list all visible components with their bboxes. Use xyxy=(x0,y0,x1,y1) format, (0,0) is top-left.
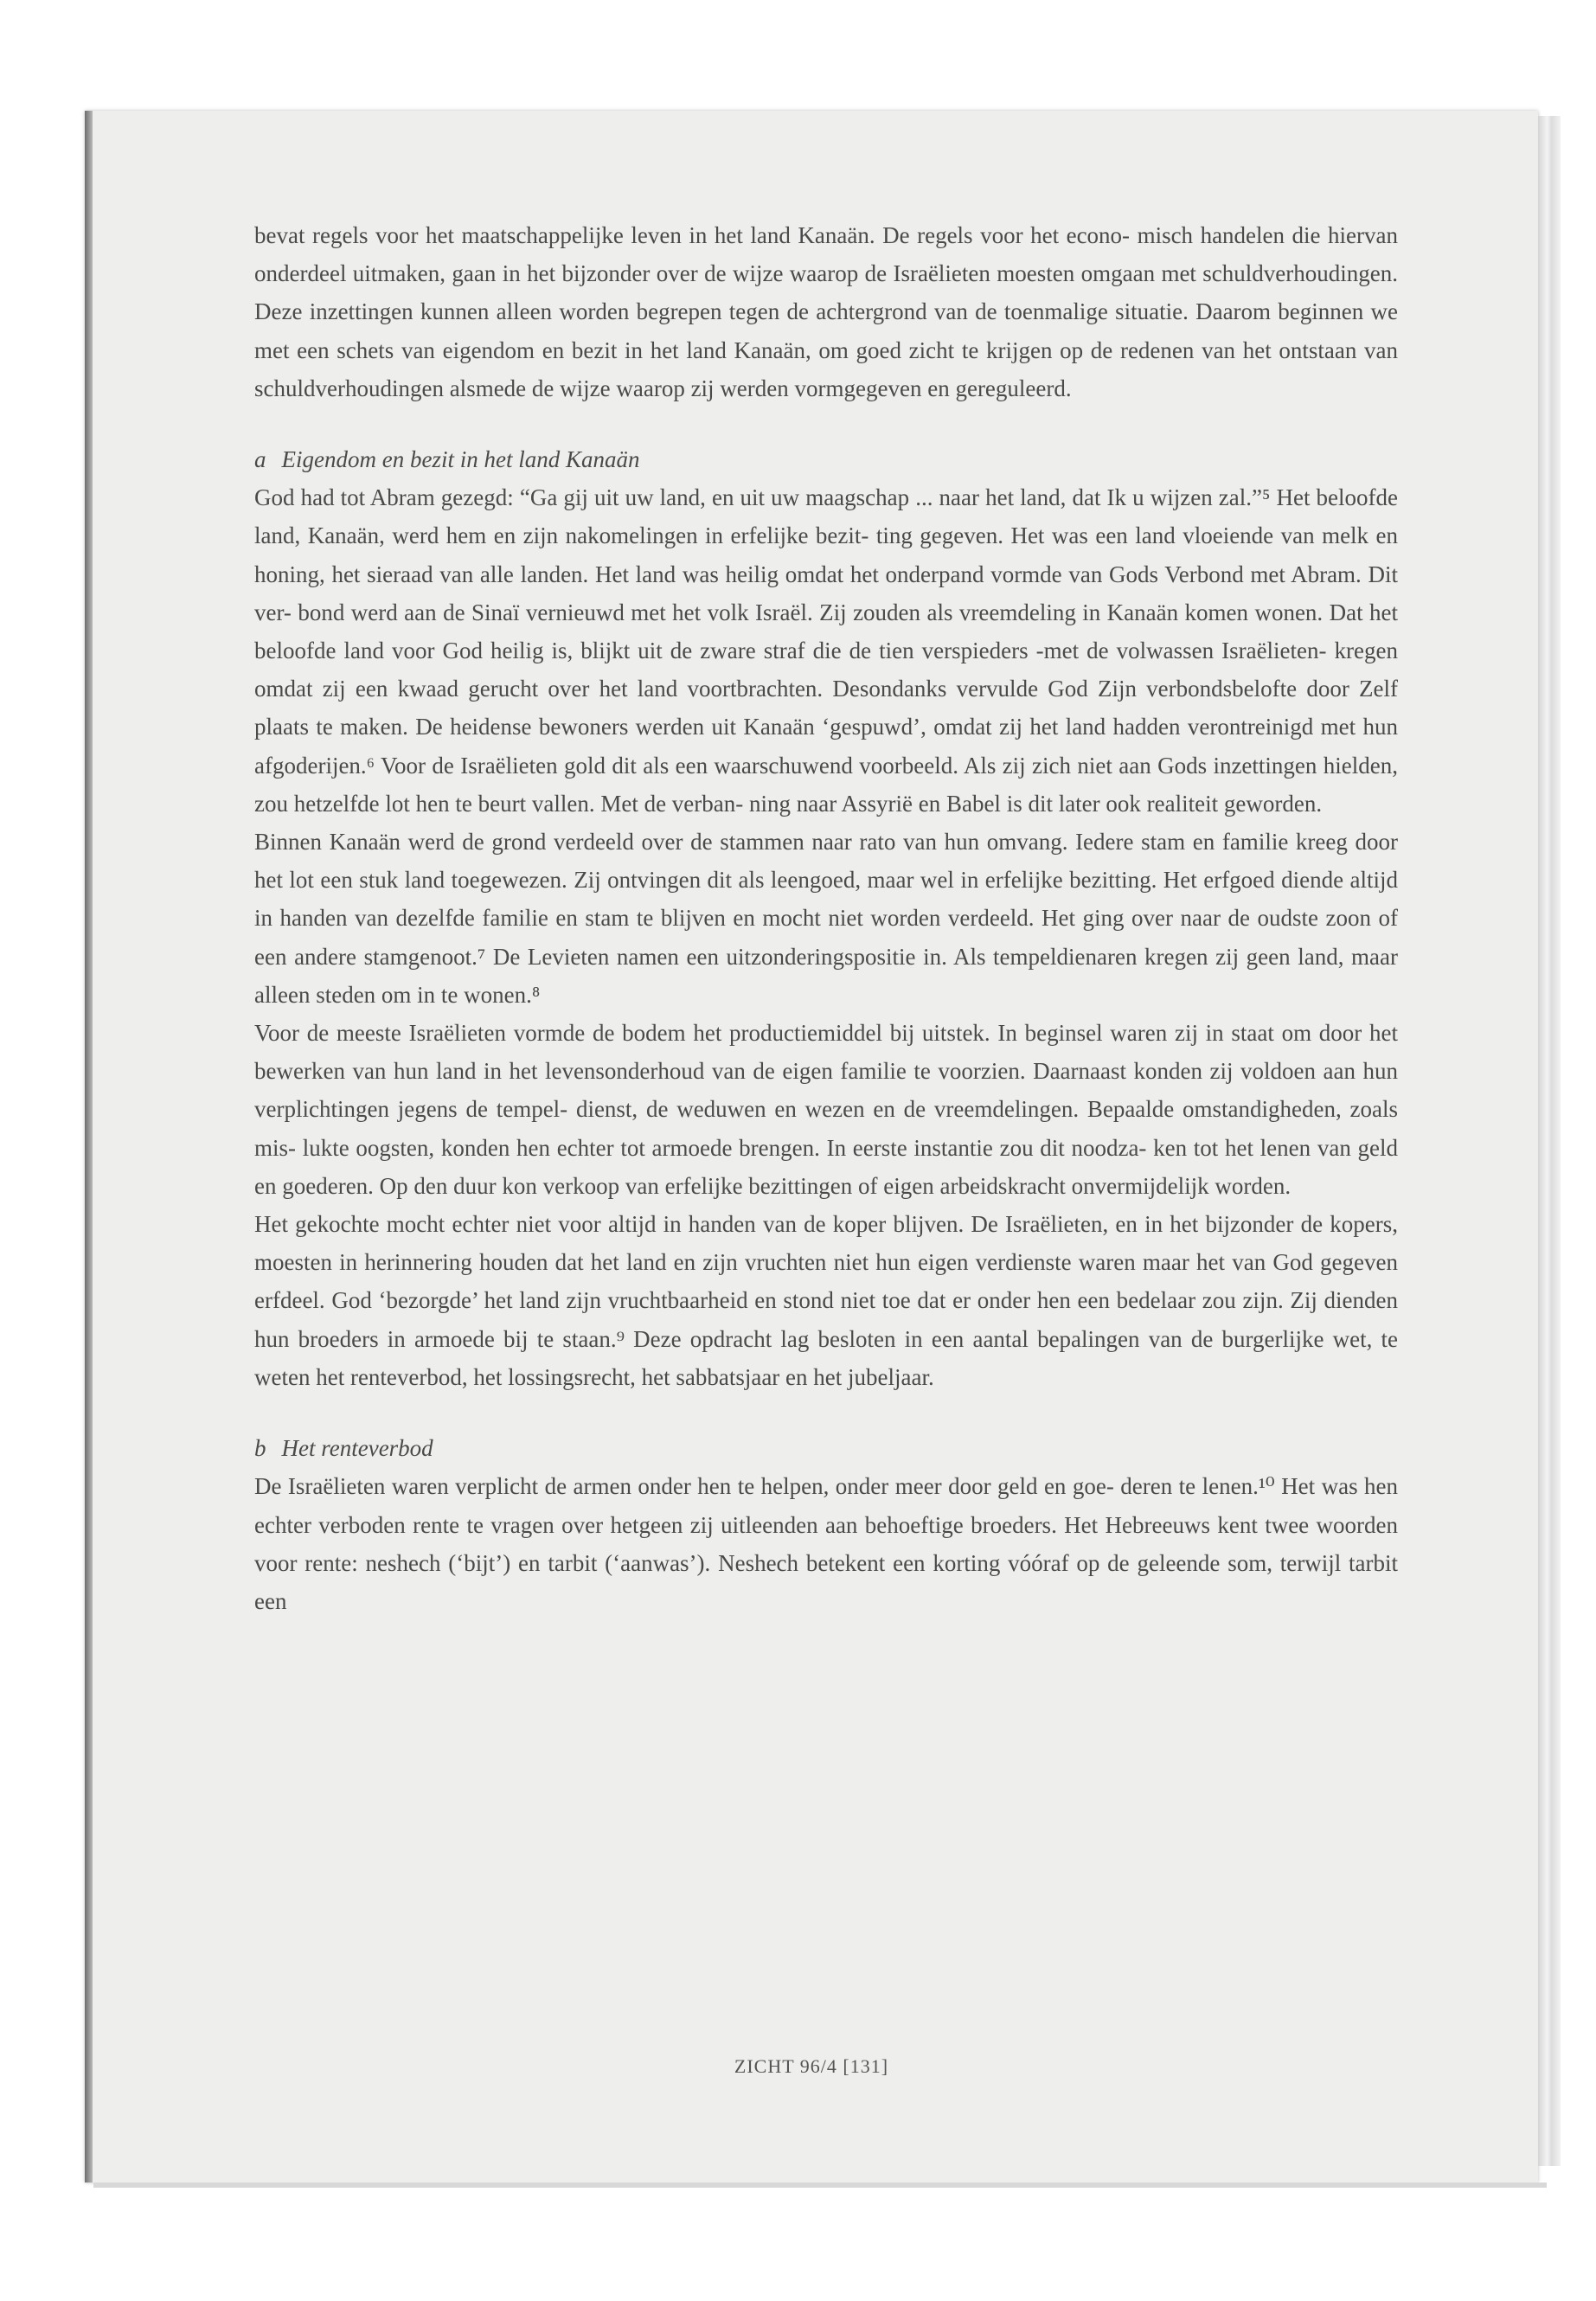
text-line: andere stamgenoot.⁷ De Levieten namen een uitzonderingspositie in. Als tempeldienaren xyxy=(294,943,1145,970)
section-a-paragraph-3 xyxy=(254,1014,1398,1205)
text-line: of eigen arbeidskracht onvermijdelijk worden. xyxy=(858,1172,1292,1199)
text-line: heidense bewoners werden uit Kanaän ‘gespuwd’, omdat zij het land hadden verontreinigd xyxy=(450,714,1321,740)
text-line: u wijzen zal.”⁵ Het beloofde land, Kanaän, werd hem en zijn nakomelingen in erfelijke bezit- xyxy=(254,484,1399,549)
text-line: komen wonen. Dat het beloofde land voor God heilig is, blijkt uit de zware straf die de tien xyxy=(254,599,1398,664)
text-line: deren te lenen.¹⁰ Het was hen echter verboden rente te vragen over hetgeen zij uitleenden xyxy=(254,1473,1398,1538)
text-line: zich niet aan Gods inzettingen hielden, zou hetzelfde lot hen te beurt vallen. Met de verban- xyxy=(254,752,1398,817)
text-line: en in het bijzonder de kopers, moesten in herinnering houden dat het land en zijn vruchten xyxy=(254,1211,1398,1276)
page-fore-edge xyxy=(1538,116,1561,2166)
text-line: De Israëlieten waren verplicht de armen onder hen te helpen, onder meer door geld en goe- xyxy=(254,1473,1114,1500)
text-line: verspieders -met de volwassen Israëlieten- kregen omdat zij een kwaad gerucht over het land xyxy=(254,638,1398,702)
text-line: stam te blijven en mocht niet worden verdeeld. Het ging over naar de oudste zoon of een xyxy=(254,905,1398,970)
text-line: vormgegeven en gereguleerd. xyxy=(794,375,1072,401)
text-line: aan behoeftige broeders. Het Hebreeuws kent twee woorden voor rente: neshech (‘bijt’) en xyxy=(254,1511,1398,1576)
text-line: dienst, de weduwen en wezen en de vreemdelingen. Bepaalde omstandigheden, zoals mis- xyxy=(254,1096,1398,1161)
text-line: God had tot Abram gezegd: “Ga gij uit uw land, en uit uw maagschap ... naar het land, dat Ik xyxy=(254,484,1133,511)
text-line: voortbrachten. Desondanks vervulde God Zijn verbondsbelofte door Zelf plaats te maken. De xyxy=(254,676,1398,740)
section-b-title: Het renteverbod xyxy=(281,1435,433,1462)
text-line: van de burgerlijke wet, te weten het renteverbod, het lossingsrecht, het sabbatsjaar en het xyxy=(254,1325,1398,1390)
section-a-paragraph-2 xyxy=(254,823,1398,1014)
section-a-title: Eigendom en bezit in het land Kanaän xyxy=(281,446,640,473)
text-line: maar wel in erfelijke bezitting. Het erfgoed diende altijd in handen van dezelfde familie en xyxy=(254,867,1398,932)
text-line: met hun afgoderijen.⁶ Voor de Israëlieten gold dit als een waarschuwend voorbeeld. Als zij xyxy=(254,714,1398,779)
text-line: Het land was heilig omdat het onderpand vormde van Gods Verbond met Abram. Dit ver- xyxy=(254,561,1398,625)
text-line: tarbit (‘aanwas’). Neshech betekent een korting vóóraf op de geleende som, terwijl tarbit een xyxy=(254,1549,1398,1614)
text-line: hun broeders in armoede bij te staan.⁹ Deze opdracht lag besloten in een aantal bepalingen xyxy=(254,1325,1149,1352)
text-line: misch handelen die hiervan onderdeel uitmaken, gaan in het bijzonder over de wijze waarop xyxy=(254,222,1398,287)
text-line: bond werd aan de Sinaï vernieuwd met het volk Israël. Zij zouden als vreemdeling in Kanaän xyxy=(298,599,1185,625)
section-a-paragraph-4 xyxy=(254,1205,1398,1396)
section-a-letter: a xyxy=(254,446,266,473)
text-line: de Israëlieten moesten omgaan met schuldverhoudingen. Deze inzettingen kunnen alleen xyxy=(254,260,1398,325)
text-line: bevat regels voor het maatschappelijke leven in het land Kanaän. De regels voor het econo- xyxy=(254,222,1131,248)
text-line: Voor de meeste Israëlieten vormde de bodem het productiemiddel bij uitstek. In beginsel xyxy=(254,1020,1111,1047)
text-line: Het gekochte mocht echter niet voor altijd in handen van de koper blijven. De Israëlieten, xyxy=(254,1211,1116,1238)
body-text xyxy=(254,216,1398,1620)
section-b-letter: b xyxy=(254,1435,266,1462)
text-line: jubeljaar. xyxy=(848,1363,934,1390)
section-b-heading xyxy=(254,1429,1398,1467)
text-line: ting gegeven. Het was een land vloeiende van melk en honing, het sieraad van alle landen. xyxy=(254,522,1398,587)
text-line: met een schets van eigendom en bezit in het land Kanaän, om goed zicht te krijgen op de xyxy=(254,336,1120,363)
text-line: niet hun eigen verdienste waren maar het van God gegeven erfdeel. God ‘bezorgde’ het land xyxy=(254,1249,1398,1314)
text-line: zijn vruchtbaarheid en stond niet toe dat er onder hen een bedelaar zou zijn. Zij dienden xyxy=(566,1287,1399,1314)
text-line: stam en familie kreeg door het lot een stuk land toegewezen. Zij ontvingen dit als leengoed, xyxy=(254,829,1398,894)
text-line: kregen zij geen land, maar alleen steden om in te wonen.⁸ xyxy=(254,943,1399,1008)
page-bottom-edge xyxy=(93,2182,1547,2188)
section-a-heading xyxy=(254,440,1398,478)
page-footer: ZICHT 96/4 [131] xyxy=(734,2055,889,2077)
page-spine-edge xyxy=(85,111,93,2182)
section-b-paragraph-1 xyxy=(254,1467,1398,1620)
text-line: worden begrepen tegen de achtergrond van de toenmalige situatie. Daarom beginnen we xyxy=(559,298,1398,325)
intro-paragraph xyxy=(254,216,1398,407)
text-line: redenen van het ontstaan van schuldverhoudingen alsmede de wijze waarop zij werden xyxy=(254,336,1398,401)
text-line: Binnen Kanaän werd de grond verdeeld over de stammen naar rato van hun omvang. Iedere xyxy=(254,829,1142,856)
section-a-paragraph-1 xyxy=(254,478,1398,823)
text-line: waren zij in staat om door het bewerken van hun land in het levensonderhoud van de eigen xyxy=(254,1020,1398,1085)
text-line: lukte oogsten, konden hen echter tot armoede brengen. In eerste instantie zou dit noodza- xyxy=(302,1134,1147,1161)
text-line: ken tot het lenen van geld en goederen. Op den duur kon verkoop van erfelijke bezittingen xyxy=(254,1134,1399,1199)
text-line: familie te voorzien. Daarnaast konden zij voldoen aan hun verplichtingen jegens de tempel- xyxy=(254,1058,1398,1123)
text-line: ning naar Assyrië en Babel is dit later ook realiteit geworden. xyxy=(749,790,1323,817)
